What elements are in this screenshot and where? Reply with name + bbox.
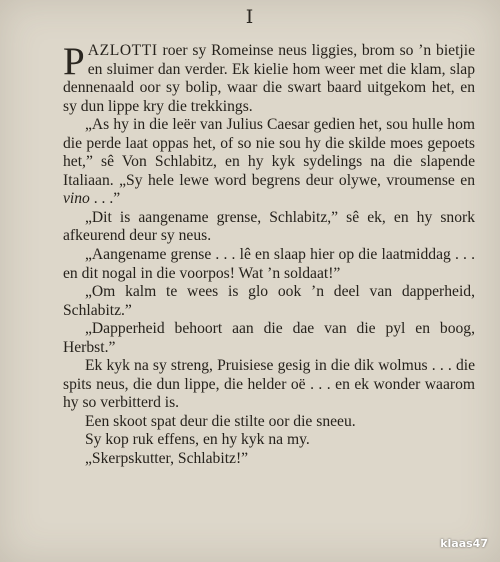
paragraph-4: „Aangename grense . . . lê en slaap hier op die laatmiddag . . . en dit nogal in die voorpos! Wat ’n soldaat!” <box>63 246 475 282</box>
chapter-number: I <box>245 6 255 28</box>
paragraph-7: Ek kyk na sy streng, Pruisiese gesig in die dik wolmus . . . die spits neus, die dun lippe, die helder oë . . . en ek wonder waarom hy so verbitterd is. <box>63 357 475 412</box>
drop-cap: P <box>63 40 85 83</box>
paragraph-5: „Om kalm te wees is glo ook ’n deel van dapperheid, Schlabitz.” <box>63 283 475 319</box>
paragraph-6: „Dapperheid behoort aan die dae van die pyl en boog, Herbst.” <box>63 320 475 356</box>
paragraph-8: Een skoot spat deur die stilte oor die sneeu. <box>85 412 356 430</box>
paragraph-2-text: „As hy in die leër van Julius Caesar gedien het, sou hulle hom die perde laat oppas het, of so nie sou hy die skilde moes gepoets het,” sê Von Schlabitz, en hy kyk sydelings na die slapende Italiaan. „Sy hele lewe word begrens deur olywe, vroumense en <box>63 116 475 189</box>
story-text <box>63 42 475 469</box>
lead-word: AZLOTTI <box>87 42 158 59</box>
paragraph-2 <box>63 116 475 209</box>
paragraph-9: Sy kop ruk effens, en hy kyk na my. <box>85 431 310 449</box>
paragraph-1-text: roer sy Romeinse neus liggies, brom so ’n bietjie en sluimer dan verder. Ek kielie hom weer met die klam, slap dennenaald oor sy bolip, waar die swart baard uitgekom het, en sy dun lippe kry die trekkings. <box>63 42 475 115</box>
paragraph-2-end: . . .” <box>89 190 121 208</box>
paragraph-3: „Dit is aangename grense, Schlabitz,” sê ek, en hy snork afkeurend deur sy neus. <box>63 208 475 245</box>
paragraph-10: „Skerpskutter, Schlabitz!” <box>85 450 249 468</box>
watermark-text: klaas47 <box>440 537 488 550</box>
paragraph-2-italic: vino <box>63 190 90 208</box>
paragraph-1 <box>63 42 475 116</box>
